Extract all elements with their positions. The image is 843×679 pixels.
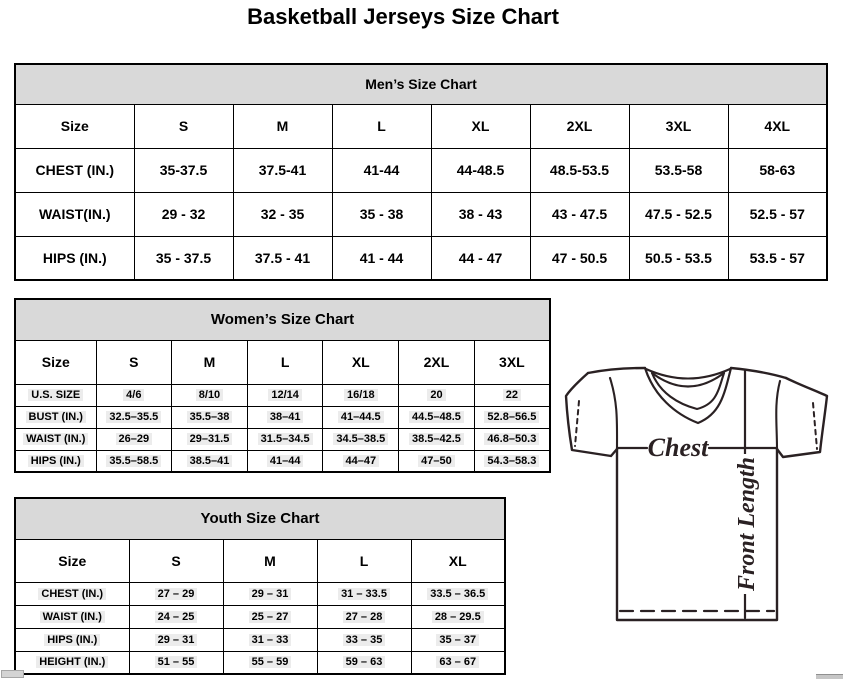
size-value-cell: 28 – 29.5: [411, 605, 505, 628]
size-value-cell: 31 – 33: [223, 628, 317, 651]
table-row: [15, 148, 827, 192]
chest-label: Chest: [647, 433, 709, 462]
scrollbar-fragment-right[interactable]: [816, 674, 843, 679]
size-value-cell: 35 - 38: [332, 192, 431, 236]
size-value-cell: 52.5 - 57: [728, 192, 827, 236]
jersey-measurement-diagram: [558, 358, 834, 630]
row-label: U.S. SIZE: [15, 384, 96, 406]
table-title: Youth Size Chart: [15, 498, 505, 539]
table-row: [15, 236, 827, 280]
size-header-label: Size: [15, 104, 134, 148]
size-column-header: 2XL: [399, 340, 475, 384]
table-row: [15, 192, 827, 236]
size-value-cell: 44 - 47: [431, 236, 530, 280]
jersey-left-shoulder: [588, 368, 645, 373]
size-column-header: S: [129, 539, 223, 582]
row-label: HIPS (IN.): [15, 628, 129, 651]
size-column-header: XL: [411, 539, 505, 582]
size-value-cell: 44–47: [323, 450, 399, 472]
size-value-cell: 46.8–50.3: [474, 428, 550, 450]
size-value-cell: 35.5–58.5: [96, 450, 172, 472]
size-header-label: Size: [15, 539, 129, 582]
row-label: HEIGHT (IN.): [15, 651, 129, 674]
jersey-right-shoulder: [731, 368, 786, 378]
jersey-left-armhole: [610, 378, 617, 449]
table-row: [15, 406, 550, 428]
size-column-header: L: [247, 340, 323, 384]
size-value-cell: 27 – 28: [317, 605, 411, 628]
size-value-cell: 8/10: [172, 384, 248, 406]
mens-size-table: [14, 63, 828, 279]
size-column-header: 2XL: [530, 104, 629, 148]
size-column-header: XL: [323, 340, 399, 384]
table-row: [15, 450, 550, 472]
size-value-cell: 25 – 27: [223, 605, 317, 628]
table-title: Men’s Size Chart: [15, 64, 827, 104]
size-value-cell: 55 – 59: [223, 651, 317, 674]
size-value-cell: 53.5-58: [629, 148, 728, 192]
size-value-cell: 53.5 - 57: [728, 236, 827, 280]
row-label: BUST (IN.): [15, 406, 96, 428]
size-value-cell: 31.5–34.5: [247, 428, 323, 450]
row-label: WAIST (IN.): [15, 605, 129, 628]
size-column-header: M: [223, 539, 317, 582]
size-column-header: XL: [431, 104, 530, 148]
size-column-header: S: [96, 340, 172, 384]
size-value-cell: 41-44: [332, 148, 431, 192]
size-column-header: 4XL: [728, 104, 827, 148]
table-row: [15, 605, 505, 628]
size-value-cell: 33.5 – 36.5: [411, 582, 505, 605]
size-value-cell: 51 – 55: [129, 651, 223, 674]
size-value-cell: 12/14: [247, 384, 323, 406]
jersey-right-cuff-dashed-line: [813, 403, 817, 449]
size-value-cell: 41–44.5: [323, 406, 399, 428]
size-value-cell: 32 - 35: [233, 192, 332, 236]
jersey-left-cuff-dashed-line: [575, 401, 579, 446]
size-column-header: L: [332, 104, 431, 148]
size-value-cell: 38 - 43: [431, 192, 530, 236]
size-value-cell: 35-37.5: [134, 148, 233, 192]
row-label: HIPS (IN.): [15, 450, 96, 472]
size-value-cell: 31 – 33.5: [317, 582, 411, 605]
size-value-cell: 44-48.5: [431, 148, 530, 192]
size-value-cell: 29 - 32: [134, 192, 233, 236]
size-value-cell: 26–29: [96, 428, 172, 450]
front-length-label: Front Length: [734, 456, 760, 592]
size-column-header: S: [134, 104, 233, 148]
womens-size-table: [14, 298, 551, 471]
size-value-cell: 38.5–41: [172, 450, 248, 472]
table-row: [15, 582, 505, 605]
size-value-cell: 59 – 63: [317, 651, 411, 674]
jersey-right-sleeve: [777, 378, 827, 457]
size-value-cell: 37.5 - 41: [233, 236, 332, 280]
size-value-cell: 48.5-53.5: [530, 148, 629, 192]
size-value-cell: 63 – 67: [411, 651, 505, 674]
size-value-cell: 27 – 29: [129, 582, 223, 605]
size-value-cell: 41 - 44: [332, 236, 431, 280]
size-value-cell: 32.5–35.5: [96, 406, 172, 428]
size-value-cell: 38.5–42.5: [399, 428, 475, 450]
size-value-cell: 38–41: [247, 406, 323, 428]
size-column-header: M: [233, 104, 332, 148]
size-value-cell: 41–44: [247, 450, 323, 472]
table-row: [15, 628, 505, 651]
size-value-cell: 20: [399, 384, 475, 406]
size-value-cell: 16/18: [323, 384, 399, 406]
size-value-cell: 47–50: [399, 450, 475, 472]
size-value-cell: 52.8–56.5: [474, 406, 550, 428]
page-title: Basketball Jerseys Size Chart: [247, 4, 559, 29]
size-column-header: 3XL: [474, 340, 550, 384]
scrollbar-fragment-left[interactable]: [1, 670, 24, 678]
row-label: HIPS (IN.): [15, 236, 134, 280]
size-value-cell: 33 – 35: [317, 628, 411, 651]
size-value-cell: 24 – 25: [129, 605, 223, 628]
jersey-left-sleeve: [566, 373, 617, 456]
size-value-cell: 47.5 - 52.5: [629, 192, 728, 236]
table-row: [15, 428, 550, 450]
size-value-cell: 54.3–58.3: [474, 450, 550, 472]
size-column-header: M: [172, 340, 248, 384]
size-value-cell: 47 - 50.5: [530, 236, 629, 280]
size-value-cell: 22: [474, 384, 550, 406]
jersey-right-armhole: [776, 381, 780, 449]
size-value-cell: 29 – 31: [129, 628, 223, 651]
size-column-header: 3XL: [629, 104, 728, 148]
row-label: CHEST (IN.): [15, 148, 134, 192]
table-row: [15, 384, 550, 406]
size-header-label: Size: [15, 340, 96, 384]
size-value-cell: 34.5–38.5: [323, 428, 399, 450]
size-value-cell: 37.5-41: [233, 148, 332, 192]
table-row: [15, 651, 505, 674]
size-value-cell: 35 - 37.5: [134, 236, 233, 280]
size-value-cell: 29 – 31: [223, 582, 317, 605]
size-value-cell: 4/6: [96, 384, 172, 406]
youth-size-table: [14, 497, 506, 673]
size-value-cell: 35 – 37: [411, 628, 505, 651]
size-value-cell: 50.5 - 53.5: [629, 236, 728, 280]
size-value-cell: 29–31.5: [172, 428, 248, 450]
table-title: Women’s Size Chart: [15, 299, 550, 340]
size-value-cell: 35.5–38: [172, 406, 248, 428]
size-column-header: L: [317, 539, 411, 582]
size-value-cell: 43 - 47.5: [530, 192, 629, 236]
row-label: WAIST (IN.): [15, 428, 96, 450]
size-value-cell: 58-63: [728, 148, 827, 192]
size-value-cell: 44.5–48.5: [399, 406, 475, 428]
row-label: CHEST (IN.): [15, 582, 129, 605]
row-label: WAIST(IN.): [15, 192, 134, 236]
